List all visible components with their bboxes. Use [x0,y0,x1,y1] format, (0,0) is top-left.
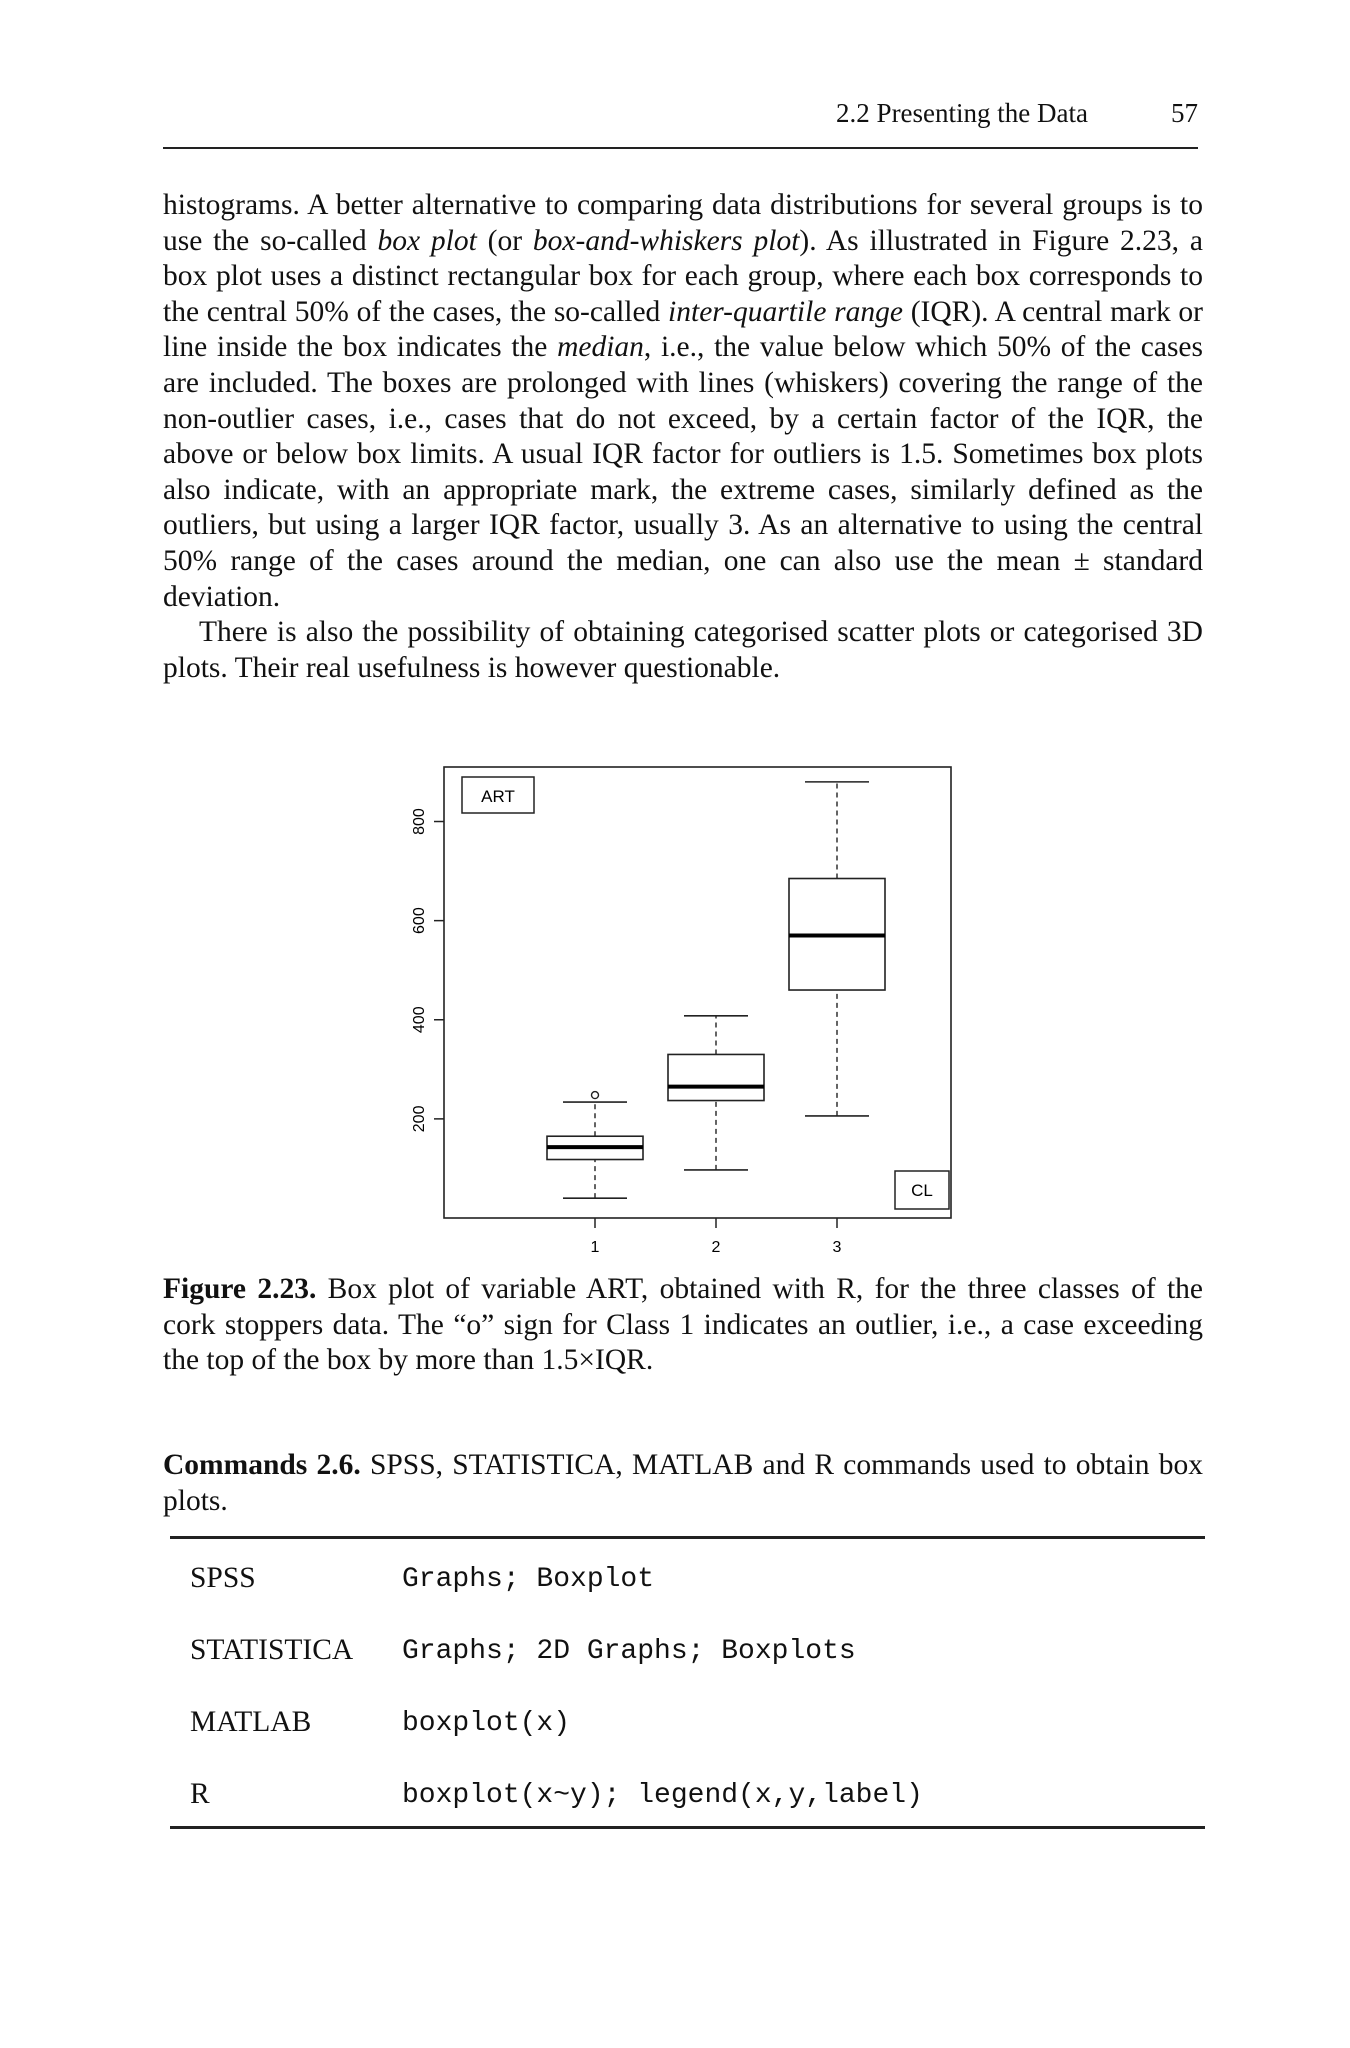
y-tick-label: 400 [411,1006,428,1034]
box-plot-figure [390,755,990,1280]
figure-label: Figure 2.23. [163,1273,317,1305]
legend-art-label: ART [481,787,515,806]
figure-caption [163,1272,1203,1379]
x-tick-label: 1 [590,1239,600,1256]
table-top-rule [170,1536,1205,1539]
legend-cl-label: CL [911,1181,933,1200]
software-name: R [190,1778,210,1810]
header-rule [163,147,1198,149]
commands-caption [163,1448,1203,1519]
term-median: median [557,331,644,364]
page-header [163,98,1198,150]
term-box-plot: box plot [377,224,477,257]
y-tick-label: 600 [411,907,428,934]
commands-table [170,1536,1205,1811]
box-plot-chart [390,755,990,1280]
command-text: boxplot(x~y); legend(x,y,label) [402,1780,923,1811]
y-tick-label: 200 [411,1105,428,1133]
table-bottom-rule [170,1826,1205,1829]
p1-text: (IQR). A central mark or line inside the box indicates the [163,295,1204,364]
commands-label: Commands 2.6. [163,1449,361,1481]
paragraph-1 [163,188,1203,615]
command-text: Graphs; 2D Graphs; Boxplots [402,1636,856,1667]
paragraph-2: There is also the possibility of obtaining categorised scatter plots or categorised 3D plots. Their real usefulness is however questionable. [163,616,1203,684]
term-box-and-whiskers: box-and-whiskers plot [532,224,800,257]
software-name: STATISTICA [190,1634,354,1666]
p1-text: , i.e., the value below which 50% of the cases are included. The boxes are prolonged with lines (whiskers) covering the range of the non-outlier cases, i.e., cases that do not exceed, by a certain factor of the IQR, the above or below box limits. A usual IQR factor for outliers is 1.5. Sometimes box plots also indicate, with an appropriate mark, the extreme cases, similarly defined as the outliers, but using a larger IQR factor, usually 3. As an alternative to using the central 50% range of the cases around the median, one can also use the mean ± standard deviation. [163,331,1203,613]
p1-text: ). As illustrated in Figure 2.23, a box plot uses a distinct rectangular box for each group, where each box corresponds to the central 50% of the cases, the so-called [163,224,1203,328]
command-text: boxplot(x) [402,1708,571,1739]
term-iqr: inter-quartile range [668,295,903,328]
software-name: SPSS [190,1562,256,1594]
legend-art [462,777,534,813]
p1-text: (or [476,224,533,257]
page-number: 57 [1171,98,1198,128]
y-tick-label: 800 [411,808,428,835]
command-text: Graphs; Boxplot [402,1564,655,1595]
legend-cl [895,1171,949,1209]
x-tick-label: 2 [711,1239,721,1256]
outlier-point [592,1092,599,1099]
box [668,1054,764,1100]
p1-text: histograms. A better alternative to comparing data distributions for several groups is to use the so-called [163,189,1203,257]
commands-caption-text: SPSS, STATISTICA, MATLAB and R commands used to obtain box plots. [163,1449,1203,1517]
software-name: MATLAB [190,1706,312,1738]
x-tick-label: 3 [832,1239,842,1256]
body-text [163,188,1203,686]
running-head: 2.2 Presenting the Data [836,98,1088,128]
figure-caption-text: Box plot of variable ART, obtained with R, for the three classes of the cork stoppers data. The “o” sign for Class 1 indicates an outlier, i.e., a case exceeding the top of the box by more than 1.5×IQR. [163,1273,1203,1377]
plot-frame [444,767,951,1218]
